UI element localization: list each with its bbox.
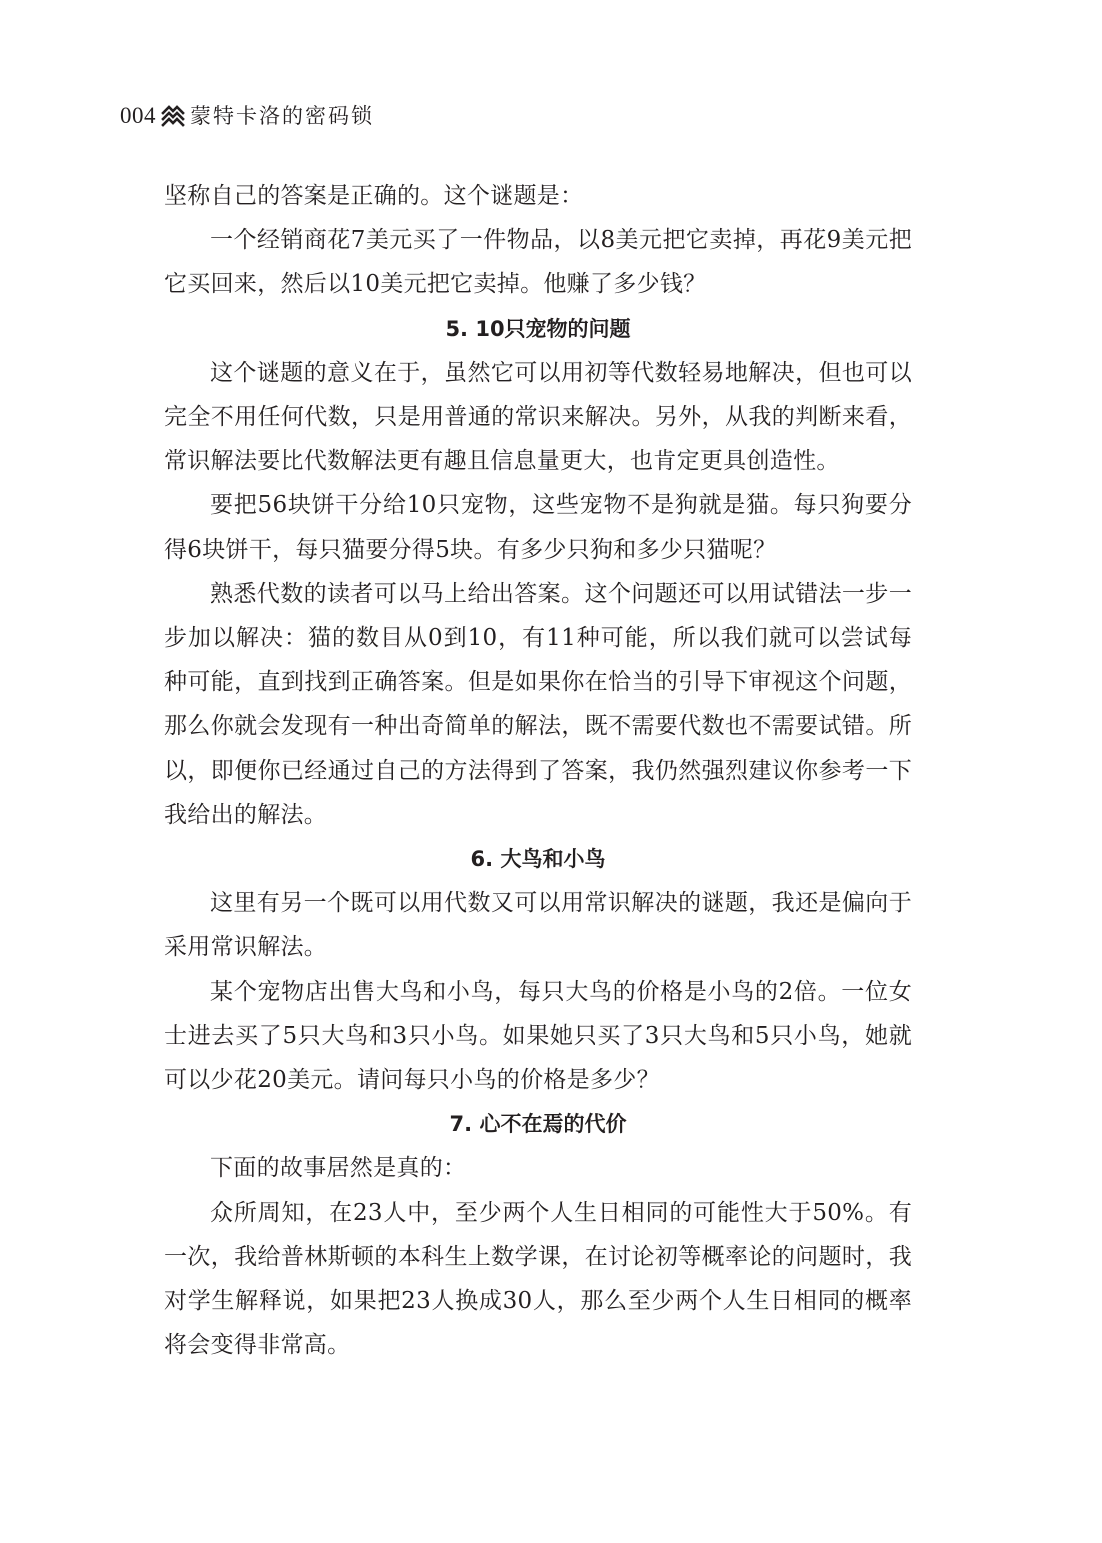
paragraph: 这个谜题的意义在于，虽然它可以用初等代数轻易地解决，但也可以完全不用任何代数，只是用普通的常识来解决。另外，从我的判断来看，常识解法要比代数解法更有趣且信息量更大，也肯定更具创造性。	[164, 359, 912, 475]
paragraph-puzzle-5: 要把56块饼干分给10只宠物，这些宠物不是狗就是猫。每只狗要分得6块饼干，每只猫要分得5块。有多少只狗和多少只猫呢？	[164, 492, 912, 563]
book-title: 蒙特卡洛的密码锁	[190, 104, 374, 128]
paragraph-puzzle-6: 某个宠物店出售大鸟和小鸟，每只大鸟的价格是小鸟的2倍。一位女士进去买了5只大鸟和3只小鸟。如果她只买了3只大鸟和5只小鸟，她就可以少花20美元。请问每只小鸟的价格是多少？	[164, 978, 912, 1094]
paragraph: 这里有另一个既可以用代数又可以用常识解决的谜题，我还是偏向于采用常识解法。	[164, 890, 912, 961]
paragraph-continued: 坚称自己的答案是正确的。这个谜题是：	[164, 183, 584, 209]
book-logo-icon	[160, 103, 186, 129]
paragraph-puzzle-4: 一个经销商花7美元买了一件物品，以8美元把它卖掉，再花9美元把它买回来，然后以10美元把它卖掉。他赚了多少钱？	[164, 227, 912, 298]
section-heading-7: 7. 心不在焉的代价	[449, 1112, 627, 1137]
section-heading-5: 5. 10只宠物的问题	[445, 316, 631, 341]
page-number: 004	[120, 103, 156, 128]
page-body	[164, 174, 912, 1367]
paragraph-story: 众所周知，在23人中，至少两个人生日相同的可能性大于50%。有一次，我给普林斯顿的本科生上数学课，在讨论初等概率论的问题时，我对学生解释说，如果把23人换成30人，那么至少两个人生日相同的概率将会变得非常高。	[164, 1199, 912, 1359]
paragraph: 下面的故事居然是真的：	[210, 1155, 467, 1182]
running-header	[120, 100, 374, 132]
section-heading-6: 6. 大鸟和小鸟	[470, 847, 606, 872]
paragraph: 熟悉代数的读者可以马上给出答案。这个问题还可以用试错法一步一步加以解决：猫的数目从0到10，有11种可能，所以我们就可以尝试每种可能，直到找到正确答案。但是如果你在恰当的引导下审视这个问题，那么你就会发现有一种出奇简单的解法，既不需要代数也不需要试错。所以，即便你已经通过自己的方法得到了答案，我仍然强烈建议你参考一下我给出的解法。	[164, 580, 912, 828]
